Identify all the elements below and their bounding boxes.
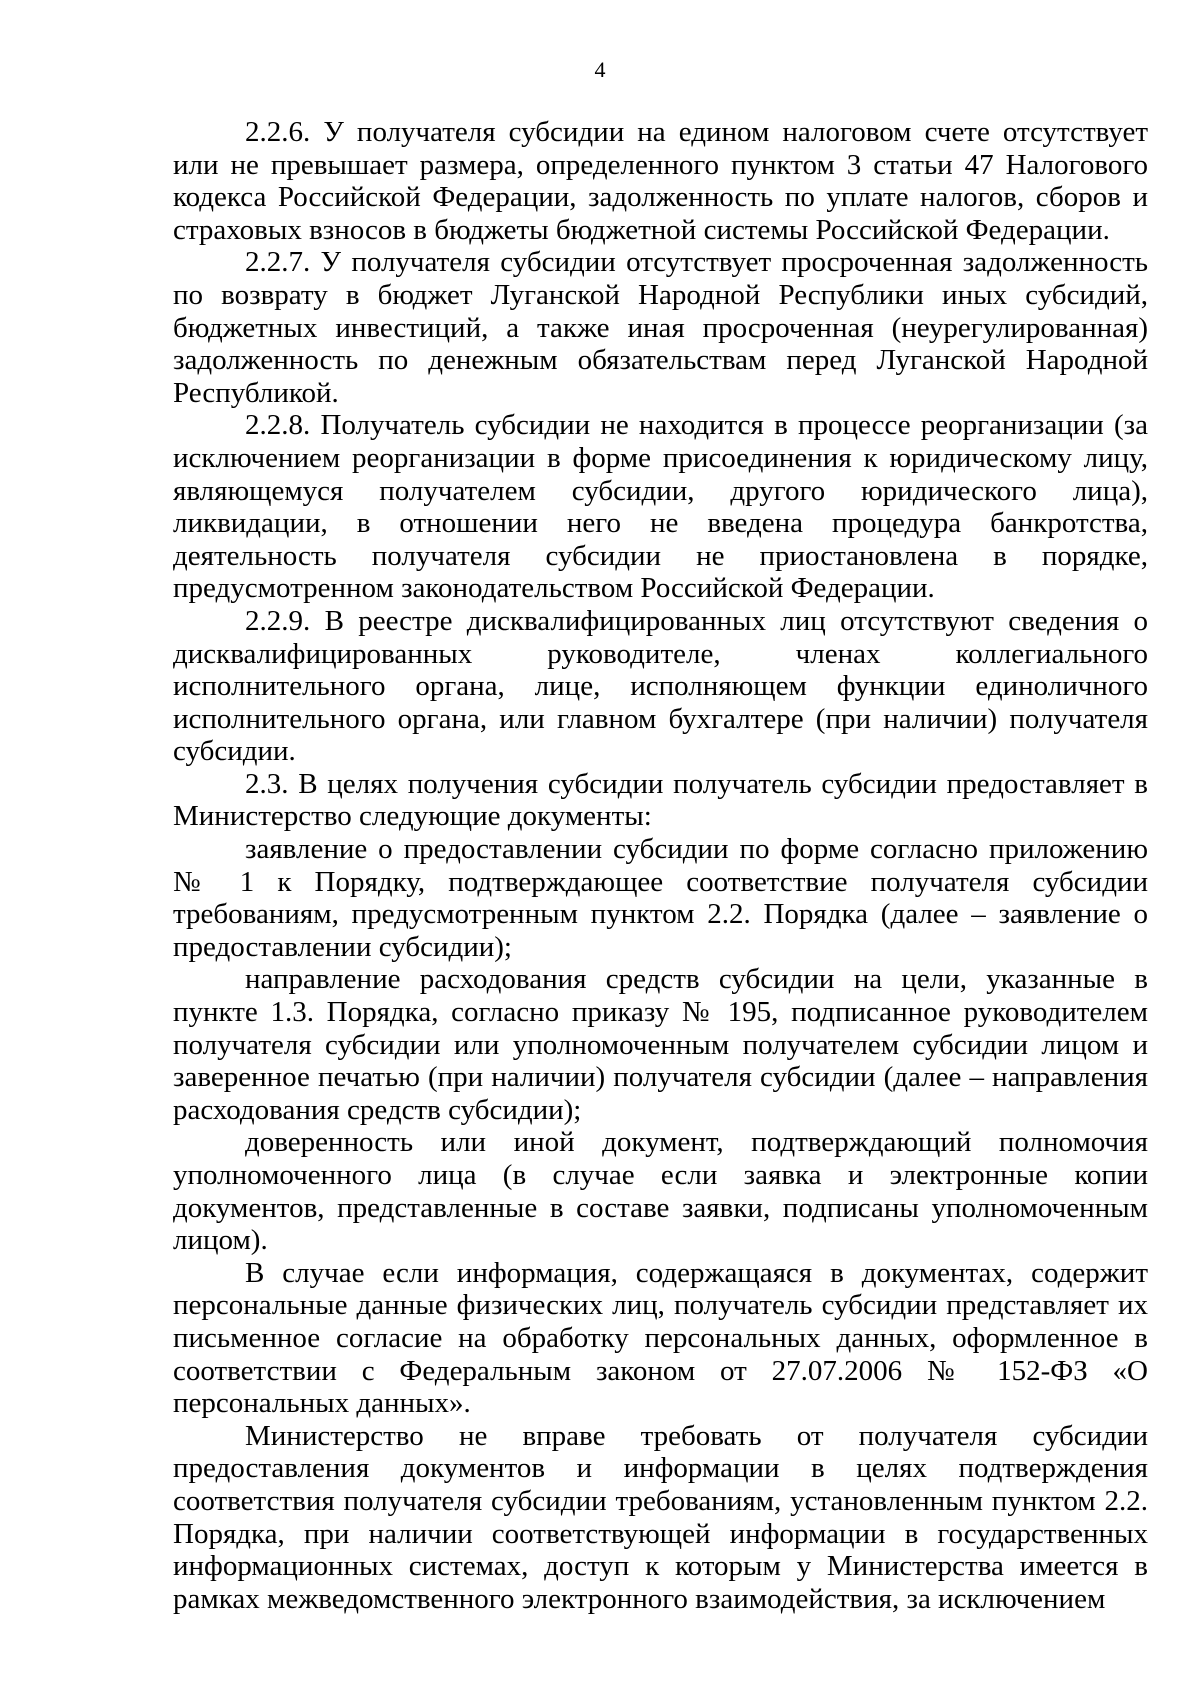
paragraph-2-2-8: 2.2.8. Получатель субсидии не находится в процессе реорганизации (за исключением реорганизации в форме присоединения к юридическому лицу, являющемуся получателем субсидии, другого юридического лица), ликвидации, в отношении него не введена процедура банкротства, деятельность получателя субсидии не приостановлена в порядке, предусмотренном законодательством Российской Федерации. — [173, 409, 1148, 605]
paragraph-spending-direction: направление расходования средств субсидии на цели, указанные в пункте 1.3. Порядка, согласно приказу № 195, подписанное руководителем получателя субсидии или уполномоченным получателем субсидии лицом и заверенное печатью (при наличии) получателя субсидии (далее – направления расходования средств субсидии); — [173, 963, 1148, 1126]
paragraph-2-2-7: 2.2.7. У получателя субсидии отсутствует просроченная задолженность по возврату в бюджет Луганской Народной Республики иных субсидий, бюджетных инвестиций, а также иная просроченная (неурегулированная) задолженность по денежным обязательствам перед Луганской Народной Республикой. — [173, 246, 1148, 409]
page-number: 4 — [594, 57, 606, 82]
paragraph-2-2-9: 2.2.9. В реестре дисквалифицированных лиц отсутствуют сведения о дисквалифицированных руководителе, членах коллегиального исполнительного органа, лице, исполняющем функции единоличного исполнительного органа, или главном бухгалтере (при наличии) получателя субсидии. — [173, 604, 1148, 768]
paragraph-2-3: 2.3. В целях получения субсидии получатель субсидии предоставляет в Министерство следующие документы: — [173, 767, 1148, 833]
paragraph-personal-data: В случае если информация, содержащаяся в документах, содержит персональные данные физических лиц, получатель субсидии представляет их письменное согласие на обработку персональных данных, оформленное в соответствии с Федеральным законом от 27.07.2006 № 152-ФЗ «О персональных данных». — [173, 1256, 1148, 1420]
paragraph-2-2-6: 2.2.6. У получателя субсидии на едином налоговом счете отсутствует или не превышает размера, определенного пунктом 3 статьи 47 Налогового кодекса Российской Федерации, задолженность по уплате налогов, сборов и страховых взносов в бюджеты бюджетной системы Российской Федерации. — [173, 116, 1148, 246]
paragraph-ministry-restriction: Министерство не вправе требовать от получателя субсидии предоставления документов и информации в целях подтверждения соответствия получателя субсидии требованиям, установленным пунктом 2.2. Порядка, при наличии соответствующей информации в государственных информационных системах, доступ к которым у Министерства имеется в рамках межведомственного электронного взаимодействия, за исключением — [173, 1419, 1148, 1615]
document-body — [173, 116, 1148, 1615]
paragraph-application: заявление о предоставлении субсидии по форме согласно приложению № 1 к Порядку, подтверждающее соответствие получателя субсидии требованиям, предусмотренным пунктом 2.2. Порядка (далее – заявление о предоставлении субсидии); — [173, 833, 1148, 963]
paragraph-power-of-attorney: доверенность или иной документ, подтверждающий полномочия уполномоченного лица (в случае если заявка и электронные копии документов, представленные в составе заявки, подписаны уполномоченным лицом). — [173, 1126, 1148, 1257]
